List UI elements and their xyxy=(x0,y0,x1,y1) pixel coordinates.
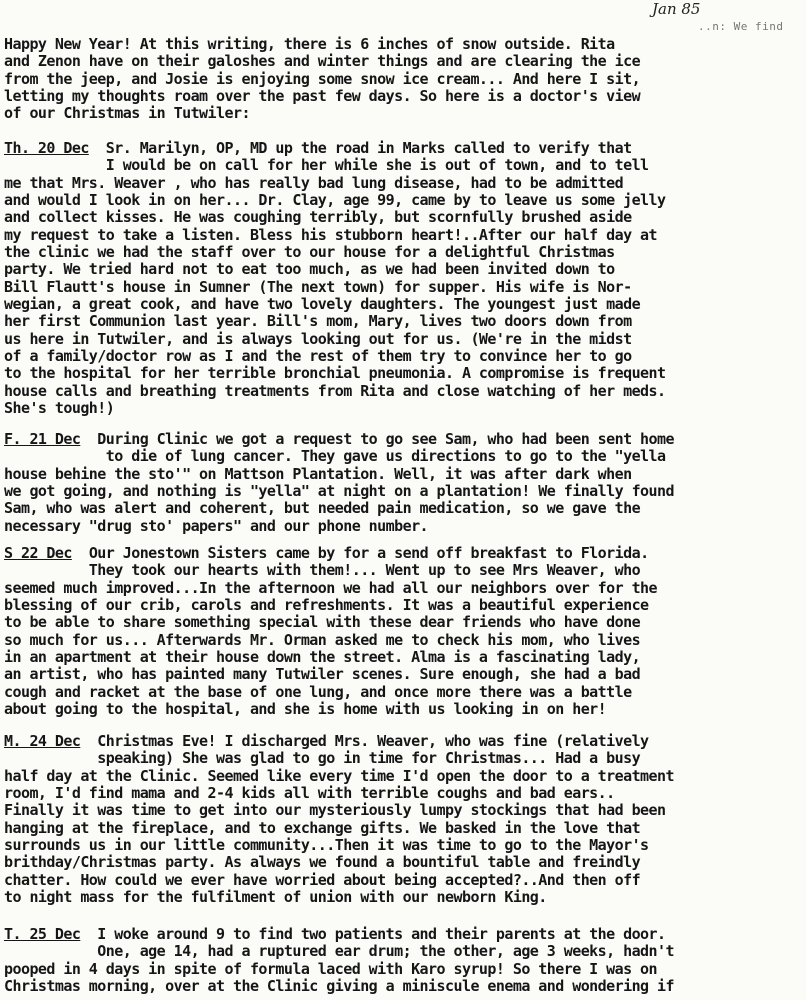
text-line: blessing of our crib, carols and refreshments. It was a beautiful experience xyxy=(4,597,649,615)
text-line: to the hospital for her terrible bronchial pneumonia. A compromise is frequent xyxy=(4,365,666,383)
text-line: brithday/Christmas party. As always we found a bountiful table and freindly xyxy=(4,854,641,872)
entry-first-line xyxy=(4,140,804,157)
corner-note: ..n: We find xyxy=(698,20,784,33)
text-line: the clinic we had the staff over to our house for a delightful Christmas xyxy=(4,244,615,262)
entry-m-24-dec xyxy=(4,733,804,906)
text-line: us here in Tutwiler, and is always looking out for us. (We're in the midst xyxy=(4,330,632,348)
handwritten-date: Jan 85 xyxy=(652,0,701,18)
text-line: to night mass for the fulfilment of union with our newborn King. xyxy=(4,889,547,907)
entry-t-25-dec xyxy=(4,926,804,995)
text-line: Happy New Year! At this writing, there is 6 inches of snow outside. Rita xyxy=(4,36,615,53)
text-line: an artist, who has painted many Tutwiler scenes. Sure enough, she had a bad xyxy=(4,666,641,684)
text-line: and Zenon have on their galoshes and winter things and are clearing the ice xyxy=(4,53,641,71)
entry-first-line xyxy=(4,431,804,448)
text-line: She's tough!) xyxy=(4,400,115,418)
text-line: pooped in 4 days in spite of formula laced with Karo syrup! So there I was on xyxy=(4,960,658,978)
text-line: so much for us... Afterwards Mr. Orman asked me to check his mom, who lives xyxy=(4,631,641,649)
text-line: and would I look in on her... Dr. Clay, age 99, came by to leave us some jelly xyxy=(4,192,666,210)
text-line: to be able to share something special with these dear friends who have done xyxy=(4,614,641,632)
text-line: my request to take a listen. Bless his stubborn heart!..After our half day at xyxy=(4,226,658,244)
text-line: to die of lung cancer. They gave us directions to go to the "yella xyxy=(4,448,666,466)
text-line: chatter. How could we ever have worried about being accepted?..And then off xyxy=(4,871,641,889)
entry-first-line xyxy=(4,733,804,750)
entry-date-heading: F. 21 Dec xyxy=(4,431,81,448)
text-line: we got going, and nothing is "yella" at night on a plantation! We finally found xyxy=(4,483,674,501)
text-line: of our Christmas in Tutwiler: xyxy=(4,105,250,123)
entry-date-heading: M. 24 Dec xyxy=(4,733,81,750)
entry-first-text: Christmas Eve! I discharged Mrs. Weaver, who was fine (relatively xyxy=(80,733,649,750)
text-line: Finally it was time to get into our mysteriously lumpy stockings that had been xyxy=(4,802,666,820)
text-line: from the jeep, and Josie is enjoying some snow ice cream... And here I sit, xyxy=(4,70,641,88)
text-line: her first Communion last year. Bill's mom, Mary, lives two doors down from xyxy=(4,313,632,331)
text-line: party. We tried hard not to eat too much, as we had been invited down to xyxy=(4,261,615,279)
text-line: in an apartment at their house down the street. Alma is a fascinating lady, xyxy=(4,649,641,667)
text-line: They took our hearts with them!... Went up to see Mrs Weaver, who xyxy=(4,562,641,580)
text-line: about going to the hospital, and she is home with us looking in on her! xyxy=(4,701,607,719)
entry-first-text: Sr. Marilyn, OP, MD up the road in Marks called to verify that xyxy=(88,140,632,157)
entry-date-heading: T. 25 Dec xyxy=(4,926,81,943)
text-line: room, I'd find mama and 2-4 kids all with terrible coughs and bad ears.. xyxy=(4,785,615,803)
text-line: me that Mrs. Weaver , who has really bad lung disease, had to be admitted xyxy=(4,174,624,192)
text-line: I would be on call for her while she is out of town, and to tell xyxy=(4,157,649,175)
entry-first-text: During Clinic we got a request to go see Sam, who had been sent home xyxy=(80,431,674,448)
entry-date-heading: S 22 Dec xyxy=(4,545,72,562)
text-line: Bill Flautt's house in Sumner (The next town) for supper. His wife is Nor- xyxy=(4,278,632,296)
entry-first-text: Our Jonestown Sisters came by for a send off breakfast to Florida. xyxy=(71,545,649,562)
text-line: seemed much improved...In the afternoon we had all our neighbors over for the xyxy=(4,579,658,597)
text-line: speaking) She was glad to go in time for Christmas... Had a busy xyxy=(4,750,641,768)
letter-page xyxy=(4,0,804,1000)
entry-s-22-dec xyxy=(4,545,804,718)
intro-paragraph xyxy=(4,36,804,123)
text-line: Christmas morning, over at the Clinic giving a miniscule enema and wondering if xyxy=(4,978,674,996)
text-line: and collect kisses. He was coughing terribly, but scornfully brushed aside xyxy=(4,209,632,227)
text-line: house behine the sto'" on Mattson Plantation. Well, it was after dark when xyxy=(4,465,632,483)
text-line: letting my thoughts roam over the past few days. So here is a doctor's view xyxy=(4,88,641,106)
text-line: wegian, a great cook, and have two lovely daughters. The youngest just made xyxy=(4,296,641,314)
entry-th-20-dec xyxy=(4,140,804,418)
text-line: house calls and breathing treatments from Rita and close watching of her meds. xyxy=(4,382,666,400)
text-line: of a family/doctor row as I and the rest of them try to convince her to go xyxy=(4,348,632,366)
entry-first-line xyxy=(4,926,804,943)
text-line: necessary "drug sto' papers" and our phone number. xyxy=(4,517,429,535)
text-line: One, age 14, had a ruptured ear drum; the other, age 3 weeks, hadn't xyxy=(4,943,674,961)
text-line: cough and racket at the base of one lung, and once more there was a battle xyxy=(4,683,632,701)
entry-date-heading: Th. 20 Dec xyxy=(4,140,89,157)
text-line: half day at the Clinic. Seemed like every time I'd open the door to a treatment xyxy=(4,767,674,785)
text-line: hanging at the fireplace, and to exchange gifts. We basked in the love that xyxy=(4,819,641,837)
entry-first-text: I woke around 9 to find two patients and their parents at the door. xyxy=(80,926,666,943)
text-line: surrounds us in our little community...Then it was time to go to the Mayor's xyxy=(4,837,649,855)
entry-first-line xyxy=(4,545,804,562)
entry-f-21-dec xyxy=(4,431,804,535)
text-line: Sam, who was alert and coherent, but needed pain medication, so we gave the xyxy=(4,500,641,518)
